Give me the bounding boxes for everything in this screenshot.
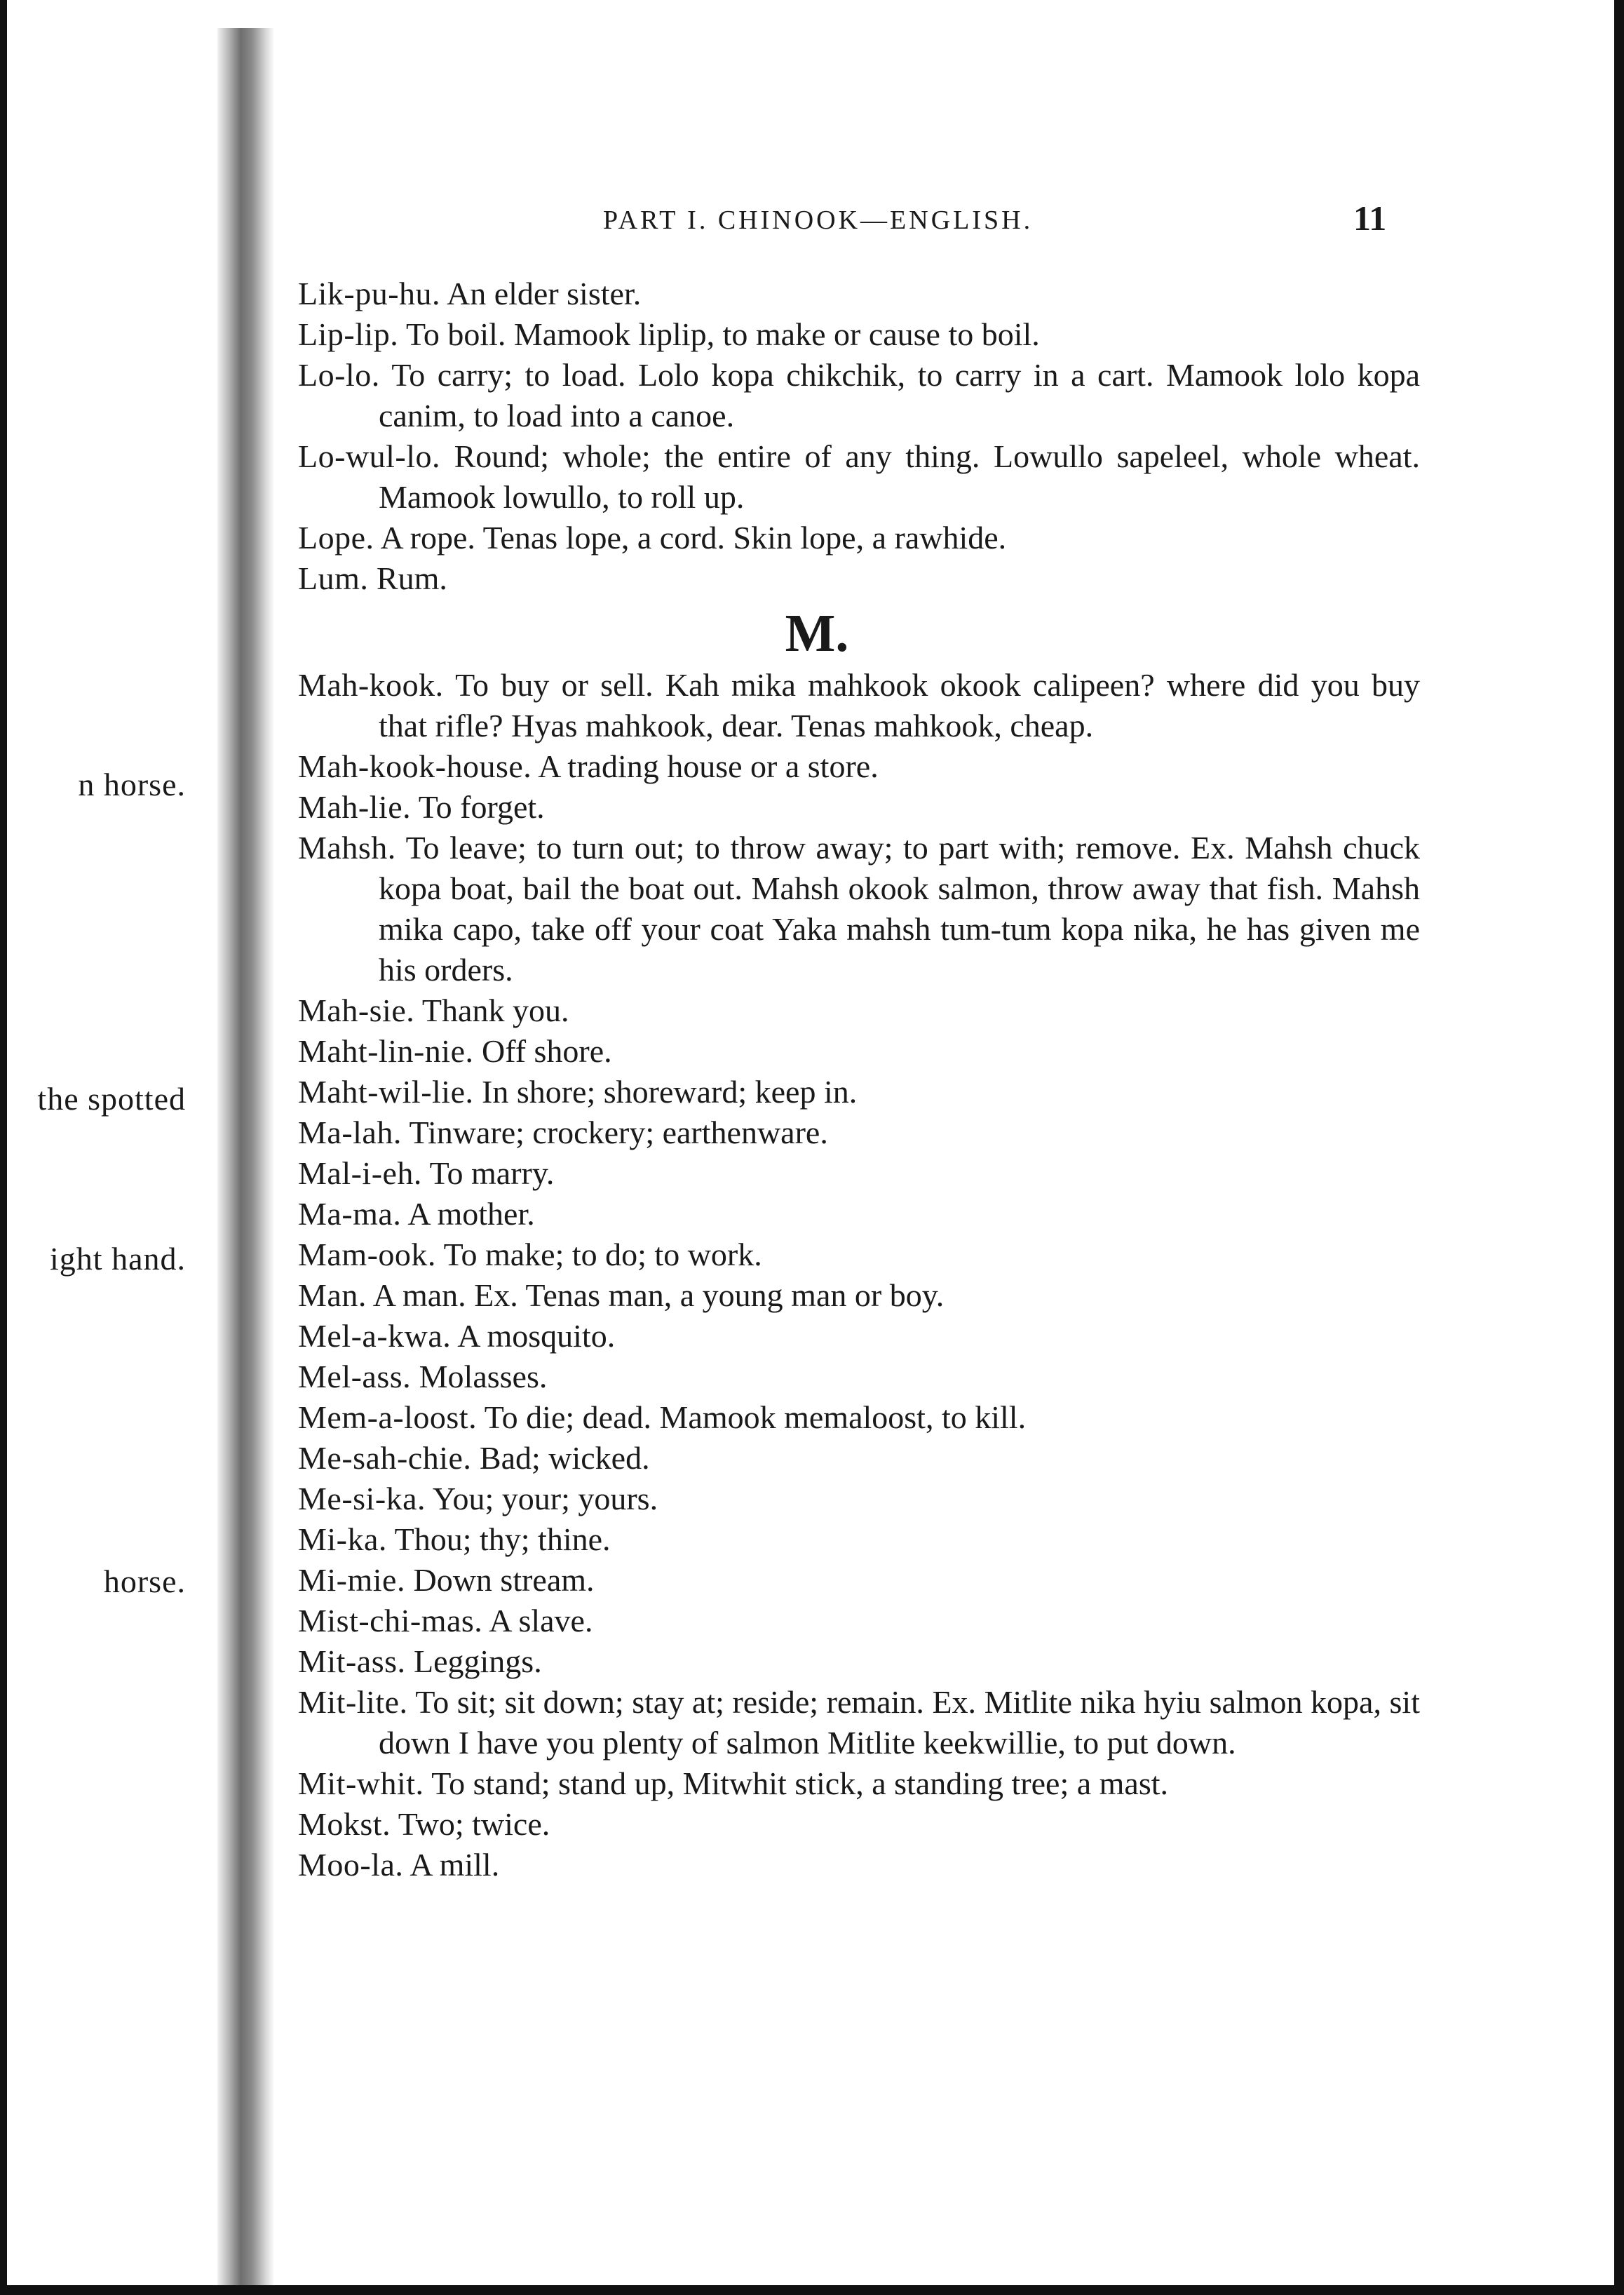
- dictionary-entry: [298, 558, 1420, 599]
- dictionary-entry: [298, 1397, 1420, 1438]
- entry-headword: Mam-ook.: [298, 1237, 436, 1272]
- dictionary-entry: [298, 1479, 1420, 1519]
- left-page-fragment: the spotted: [37, 1081, 186, 1117]
- entry-definition: To marry.: [429, 1155, 555, 1191]
- dictionary-entry: [298, 1763, 1420, 1804]
- entry-headword: Mokst.: [298, 1806, 391, 1842]
- entry-headword: Mah-kook-house.: [298, 748, 532, 784]
- entry-headword: Mit-ass.: [298, 1643, 406, 1679]
- dictionary-entry: [298, 274, 1420, 314]
- dictionary-entry: [298, 1357, 1420, 1397]
- entry-headword: Maht-wil-lie.: [298, 1074, 474, 1110]
- dictionary-entry: [298, 1804, 1420, 1845]
- entry-headword: Me-sah-chie.: [298, 1440, 472, 1476]
- entry-headword: Mahsh.: [298, 830, 396, 866]
- dictionary-entry: [298, 1031, 1420, 1072]
- dictionary-entry: [298, 1275, 1420, 1316]
- entry-headword: Mah-lie.: [298, 789, 412, 825]
- entry-headword: Mah-kook.: [298, 667, 444, 703]
- entry-headword: Mem-a-loost.: [298, 1399, 478, 1435]
- entry-definition: A mosquito.: [457, 1318, 616, 1354]
- entry-headword: Mel-ass.: [298, 1359, 412, 1394]
- entry-definition: Molasses.: [419, 1359, 548, 1394]
- dictionary-entry: [298, 1234, 1420, 1275]
- dictionary-entry: [298, 1316, 1420, 1357]
- entry-headword: Mist-chi-mas.: [298, 1603, 483, 1638]
- scan-border-bottom: [0, 2285, 1624, 2295]
- scan-border-right: [1614, 0, 1624, 2295]
- entry-headword: Mah-sie.: [298, 992, 415, 1028]
- section-letter: M.: [785, 604, 849, 663]
- entry-definition: A mill.: [410, 1847, 500, 1883]
- entry-headword: Moo-la.: [298, 1847, 404, 1883]
- entry-definition: To leave; to turn out; to throw away; to part with; remove. Ex. Mahsh chuck kopa boat, bail the boat out. Mahsh okook salmon, throw away that fish. Mahsh mika capo, take off your coat Yaka mahsh tum-tum kopa nika, he has given me his orders.: [379, 830, 1420, 988]
- dictionary-entry: [298, 1682, 1420, 1763]
- entry-definition: Down stream.: [413, 1562, 595, 1598]
- left-page-fragment: ight hand.: [50, 1241, 186, 1277]
- left-page-fragment: n horse.: [78, 767, 186, 802]
- entries-l: [298, 274, 1420, 599]
- dictionary-entry: [298, 1641, 1420, 1682]
- entry-definition: Leggings.: [414, 1643, 542, 1679]
- page-number: 11: [1353, 198, 1387, 238]
- entry-definition: To forget.: [418, 789, 545, 825]
- dictionary-entry: [298, 828, 1420, 990]
- dictionary-entry: [298, 787, 1420, 828]
- dictionary-entry: [298, 1601, 1420, 1641]
- entry-headword: Ma-lah.: [298, 1115, 402, 1150]
- entries-m: [298, 665, 1420, 1885]
- entry-headword: Maht-lin-nie.: [298, 1033, 474, 1069]
- entry-definition: To make; to do; to work.: [443, 1237, 762, 1272]
- entry-definition: A rope. Tenas lope, a cord. Skin lope, a rawhide.: [380, 520, 1007, 556]
- left-page-fragment: horse.: [103, 1563, 186, 1599]
- gutter-top: [217, 0, 273, 28]
- entry-definition: A mother.: [407, 1196, 535, 1232]
- entry-headword: Lum.: [298, 560, 369, 596]
- entry-definition: A trading house or a store.: [538, 748, 879, 784]
- entry-definition: To buy or sell. Kah mika mahkook okook calipeen? where did you buy that rifle? Hyas mahkook, dear. Tenas mahkook, cheap.: [379, 667, 1420, 743]
- entry-headword: Mit-lite.: [298, 1684, 408, 1720]
- entry-headword: Lo-lo.: [298, 357, 380, 393]
- entry-definition: Off shore.: [482, 1033, 612, 1069]
- entry-definition: Thou; thy; thine.: [394, 1521, 611, 1557]
- entry-definition: You; your; yours.: [432, 1481, 658, 1516]
- scan-border-left: [0, 0, 7, 2295]
- entry-headword: Lip-lip.: [298, 316, 399, 352]
- left-page-edge: [7, 0, 217, 2285]
- dictionary-entry: [298, 1072, 1420, 1112]
- running-head: PART I. CHINOOK—ENGLISH.: [603, 206, 1034, 235]
- page-header: [330, 198, 1423, 247]
- entry-definition: Rum.: [376, 560, 447, 596]
- entry-headword: Me-si-ka.: [298, 1481, 426, 1516]
- dictionary-entry: [298, 1194, 1420, 1234]
- dictionary-entry: [298, 990, 1420, 1031]
- dictionary-entries: [298, 274, 1420, 1885]
- entry-headword: Mi-ka.: [298, 1521, 387, 1557]
- dictionary-entry: [298, 355, 1420, 436]
- dictionary-entry: [298, 1112, 1420, 1153]
- entry-definition: To boil. Mamook liplip, to make or cause to boil.: [405, 316, 1040, 352]
- entry-headword: Lik-pu-hu.: [298, 276, 441, 311]
- entry-headword: Mi-mie.: [298, 1562, 405, 1598]
- book-gutter-shadow: [217, 28, 273, 2285]
- entry-headword: Lope.: [298, 520, 374, 556]
- entry-definition: An elder sister.: [446, 276, 642, 311]
- entry-definition: To sit; sit down; stay at; reside; remain. Ex. Mitlite nika hyiu salmon kopa, sit down I have you plenty of salmon Mitlite keekwillie, to put down.: [379, 1684, 1420, 1761]
- entry-headword: Man.: [298, 1277, 367, 1313]
- dictionary-entry: [298, 518, 1420, 558]
- entry-definition: To stand; stand up, Mitwhit stick, a standing tree; a mast.: [431, 1765, 1169, 1801]
- dictionary-entry: [298, 1438, 1420, 1479]
- entry-headword: Lo-wul-lo.: [298, 438, 441, 474]
- entry-definition: Thank you.: [421, 992, 569, 1028]
- dictionary-entry: [298, 1153, 1420, 1194]
- entry-definition: Two; twice.: [398, 1806, 550, 1842]
- dictionary-entry: [298, 1560, 1420, 1601]
- entry-definition: A man. Ex. Tenas man, a young man or boy.: [372, 1277, 945, 1313]
- entry-headword: Mel-a-kwa.: [298, 1318, 452, 1354]
- entry-definition: Round; whole; the entire of any thing. Lowullo sapeleel, whole wheat. Mamook lowullo, to roll up.: [379, 438, 1420, 515]
- entry-headword: Mit-whit.: [298, 1765, 424, 1801]
- dictionary-entry: [298, 1845, 1420, 1885]
- entry-headword: Mal-i-eh.: [298, 1155, 422, 1191]
- entry-definition: Tinware; crockery; earthenware.: [409, 1115, 828, 1150]
- entry-definition: To die; dead. Mamook memaloost, to kill.: [484, 1399, 1027, 1435]
- dictionary-entry: [298, 314, 1420, 355]
- entry-definition: A slave.: [489, 1603, 593, 1638]
- entry-headword: Ma-ma.: [298, 1196, 402, 1232]
- dictionary-entry: [298, 1519, 1420, 1560]
- entry-definition: Bad; wicked.: [479, 1440, 650, 1476]
- dictionary-entry: [298, 436, 1420, 518]
- entry-definition: To carry; to load. Lolo kopa chikchik, to carry in a cart. Mamook lolo kopa canim, to load into a canoe.: [379, 357, 1421, 433]
- dictionary-entry: [298, 665, 1420, 746]
- dictionary-entry: [298, 746, 1420, 787]
- entry-definition: In shore; shoreward; keep in.: [482, 1074, 858, 1110]
